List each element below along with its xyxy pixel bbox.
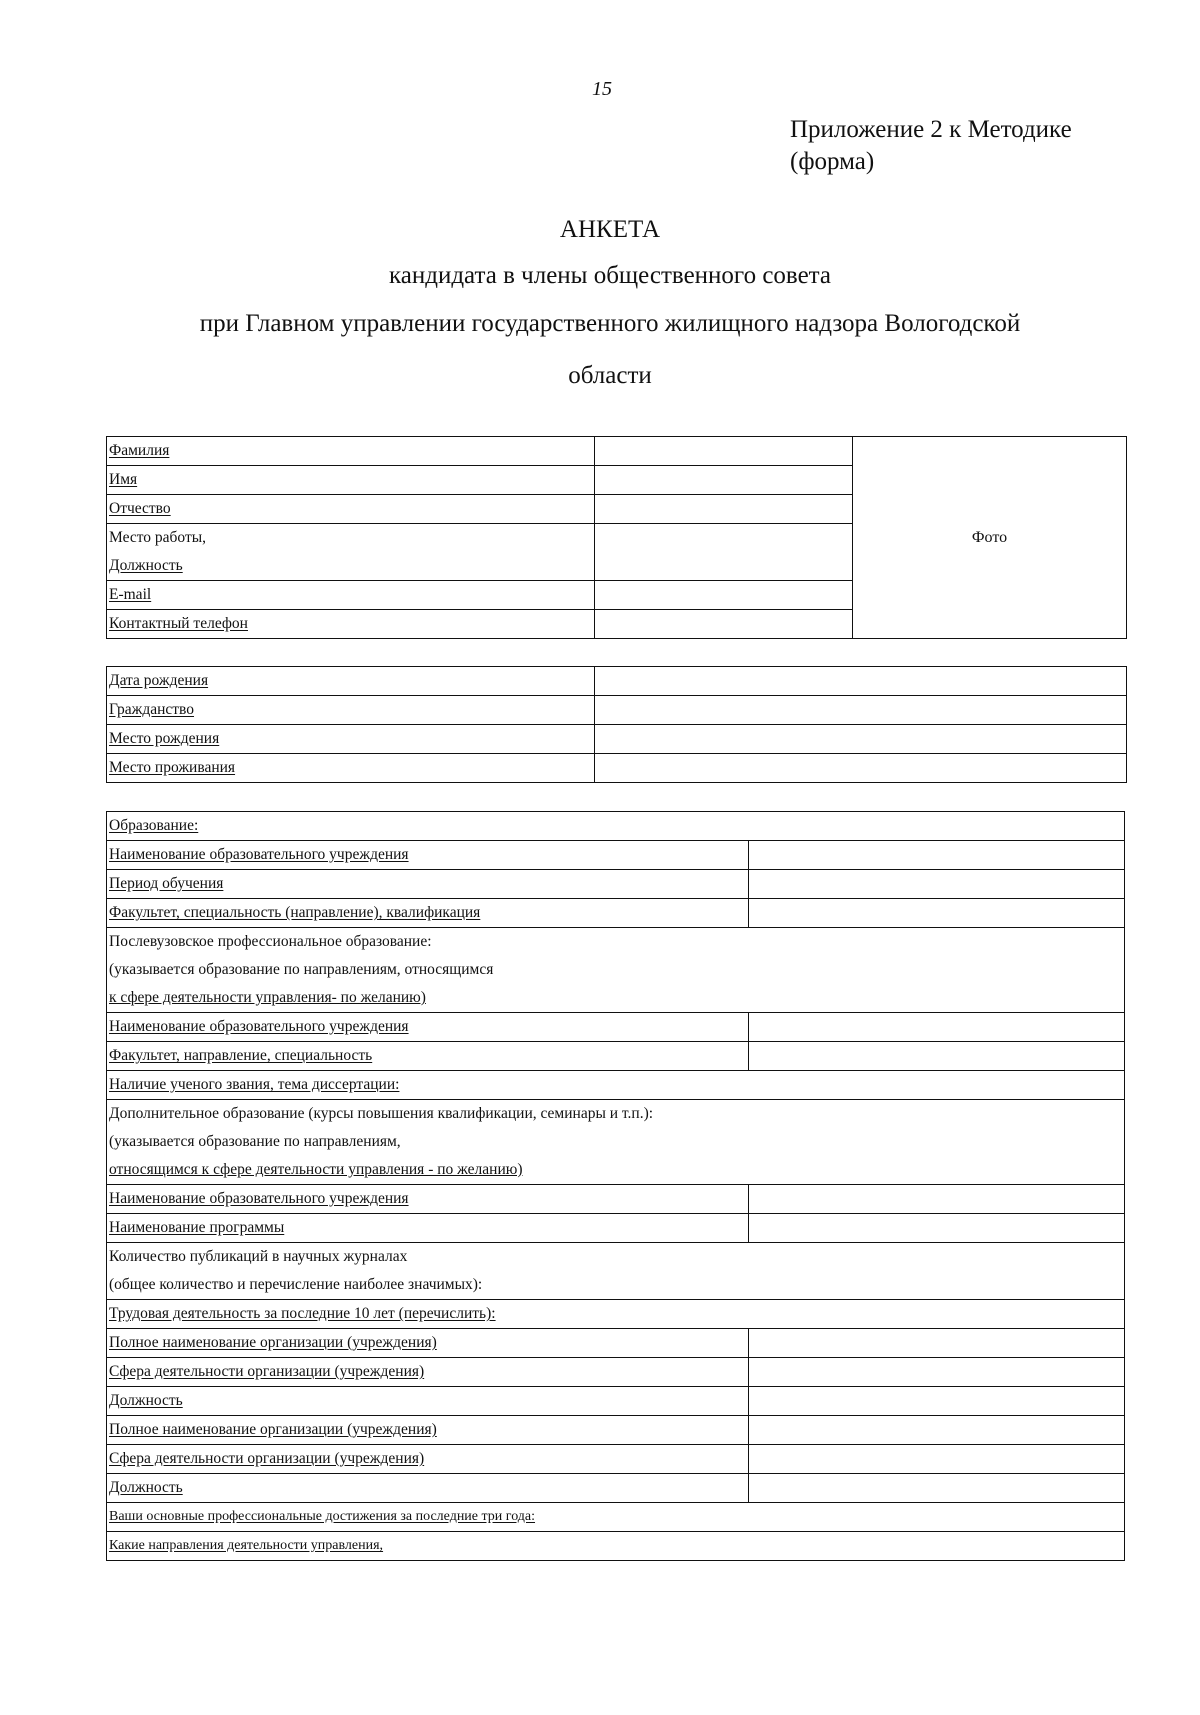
field-position-1[interactable] [749, 1387, 1125, 1416]
field-postgrad-faculty[interactable] [749, 1042, 1125, 1071]
appendix-line-1: Приложение 2 к Методике [790, 116, 1072, 143]
label-postgrad-faculty: Факультет, направление, специальность [107, 1042, 749, 1071]
label-patronymic: Отчество [107, 495, 595, 524]
field-workplace[interactable] [595, 524, 853, 581]
label-institution: Наименование образовательного учреждения [107, 841, 749, 870]
form-subtitle-3: области [568, 362, 652, 389]
field-org-name-2[interactable] [749, 1416, 1125, 1445]
additional-line-1: Дополнительное образование (курсы повышения квалификации, семинары и т.п.): [109, 1105, 654, 1122]
label-degree: Наличие ученого звания, тема диссертации: [107, 1071, 1125, 1100]
label-program: Наименование программы [107, 1214, 749, 1243]
label-postgrad-institution: Наименование образовательного учреждения [107, 1013, 749, 1042]
field-org-name-1[interactable] [749, 1329, 1125, 1358]
postgrad-line-2: (указывается образование по направлениям, относящимся [109, 961, 494, 978]
form-subtitle-2: при Главном управлении государственного жилищного надзора Вологодской [199, 310, 1021, 337]
birth-info-table [106, 666, 1127, 783]
label-birthplace: Место рождения [107, 725, 595, 754]
label-achievements: Ваши основные профессиональные достижения за последние три года: [107, 1503, 1125, 1532]
label-workplace: Место работы, [107, 524, 595, 553]
label-org-sphere-2: Сфера деятельности организации (учреждения) [107, 1445, 749, 1474]
label-education: Образование: [107, 812, 1125, 841]
field-citizenship[interactable] [595, 696, 1127, 725]
postgrad-line-1: Послевузовское профессиональное образование: [109, 933, 432, 950]
field-org-sphere-2[interactable] [749, 1445, 1125, 1474]
page-number: 15 [592, 78, 612, 100]
photo-label: Фото [971, 528, 1008, 546]
field-birthplace[interactable] [595, 725, 1127, 754]
photo-box[interactable] [853, 437, 1127, 639]
label-org-name-2: Полное наименование организации (учреждения) [107, 1416, 749, 1445]
field-phone[interactable] [595, 610, 853, 639]
label-position-2: Должность [107, 1474, 749, 1503]
label-position: Должность [107, 552, 595, 581]
appendix-line-2: (форма) [790, 148, 875, 175]
label-phone: Контактный телефон [107, 610, 595, 639]
education-table [106, 811, 1125, 1561]
field-patronymic[interactable] [595, 495, 853, 524]
field-birth-date[interactable] [595, 667, 1127, 696]
label-additional-institution: Наименование образовательного учреждения [107, 1185, 749, 1214]
label-work-history: Трудовая деятельность за последние 10 лет (перечислить): [107, 1300, 1125, 1329]
label-birth-date: Дата рождения [107, 667, 595, 696]
additional-line-2: (указывается образование по направлениям, [109, 1133, 401, 1150]
field-postgrad-institution[interactable] [749, 1013, 1125, 1042]
additional-line-3: относящимся к сфере деятельности управления - по желанию) [109, 1161, 523, 1178]
field-institution[interactable] [749, 841, 1125, 870]
field-name[interactable] [595, 466, 853, 495]
field-residence[interactable] [595, 754, 1127, 783]
label-position-1: Должность [107, 1387, 749, 1416]
label-surname: Фамилия [107, 437, 595, 466]
personal-info-table [106, 436, 1127, 639]
label-email: E-mail [107, 581, 595, 610]
form-title: АНКЕТА [559, 216, 661, 243]
field-study-period[interactable] [749, 870, 1125, 899]
label-org-sphere-1: Сфера деятельности организации (учреждения) [107, 1358, 749, 1387]
label-org-name-1: Полное наименование организации (учреждения) [107, 1329, 749, 1358]
field-position-2[interactable] [749, 1474, 1125, 1503]
appendix-note [790, 114, 1072, 178]
label-residence: Место проживания [107, 754, 595, 783]
publications-line-1: Количество публикаций в научных журналах [109, 1248, 408, 1265]
publications-section [107, 1243, 1125, 1300]
field-email[interactable] [595, 581, 853, 610]
label-study-period: Период обучения [107, 870, 749, 899]
label-directions: Какие направления деятельности управления, [107, 1532, 1125, 1561]
field-faculty[interactable] [749, 899, 1125, 928]
field-surname[interactable] [595, 437, 853, 466]
field-program[interactable] [749, 1214, 1125, 1243]
postgrad-line-3: к сфере деятельности управления- по желанию) [109, 989, 426, 1006]
field-org-sphere-1[interactable] [749, 1358, 1125, 1387]
additional-education-section [107, 1100, 1125, 1185]
label-citizenship: Гражданство [107, 696, 595, 725]
form-subtitle-1: кандидата в члены общественного совета [389, 262, 831, 289]
publications-line-2: (общее количество и перечисление наиболее значимых): [109, 1276, 483, 1293]
postgrad-section [107, 928, 1125, 1013]
label-faculty: Факультет, специальность (направление), квалификация [107, 899, 749, 928]
field-additional-institution[interactable] [749, 1185, 1125, 1214]
label-name: Имя [107, 466, 595, 495]
